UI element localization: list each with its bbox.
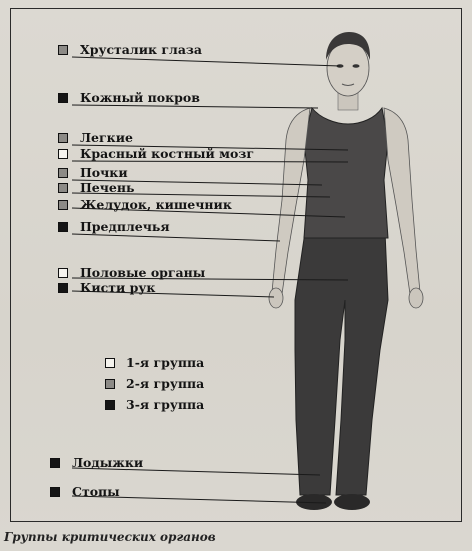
group-marker [58,222,68,232]
group-marker [58,283,68,293]
group-marker [50,458,60,468]
organ-label: Почки [80,165,128,180]
leader-line [72,234,280,241]
group-marker [58,133,68,143]
shirt [304,108,388,238]
organ-label: Кожный покров [80,90,200,105]
organ-label: Половые органы [80,265,206,280]
trousers [295,232,388,495]
group-marker [58,168,68,178]
figure-caption: Группы критических органов [4,530,216,544]
organ-label: Лодыжки [72,455,144,470]
eye-right [353,64,360,68]
organ-label: Стопы [72,484,120,499]
hand-right [409,288,423,308]
organ-label: Кисти рук [80,280,156,295]
group-marker [58,200,68,210]
arm-right [384,108,420,294]
legend-label: 1-я группа [126,355,205,370]
leader-line [72,57,340,66]
leader-line [72,105,318,108]
organ-label: Предплечья [80,219,170,234]
group-marker [58,45,68,55]
legend-marker [105,379,115,389]
organ-label: Хрусталик глаза [80,42,203,57]
group-marker [58,93,68,103]
organ-label: Красный костный мозг [80,146,254,161]
group-marker [50,487,60,497]
organ-label: Печень [80,180,135,195]
organ-label: Легкие [80,130,133,145]
organ-label: Желудок, кишечник [80,197,232,212]
legend-label: 2-я группа [126,376,205,391]
hand-left [269,288,283,308]
group-marker [58,183,68,193]
shoe-right [334,494,370,510]
group-marker [58,268,68,278]
legend-marker [105,358,115,368]
legend-label: 3-я группа [126,397,205,412]
group-marker [58,149,68,159]
legend-marker [105,400,115,410]
